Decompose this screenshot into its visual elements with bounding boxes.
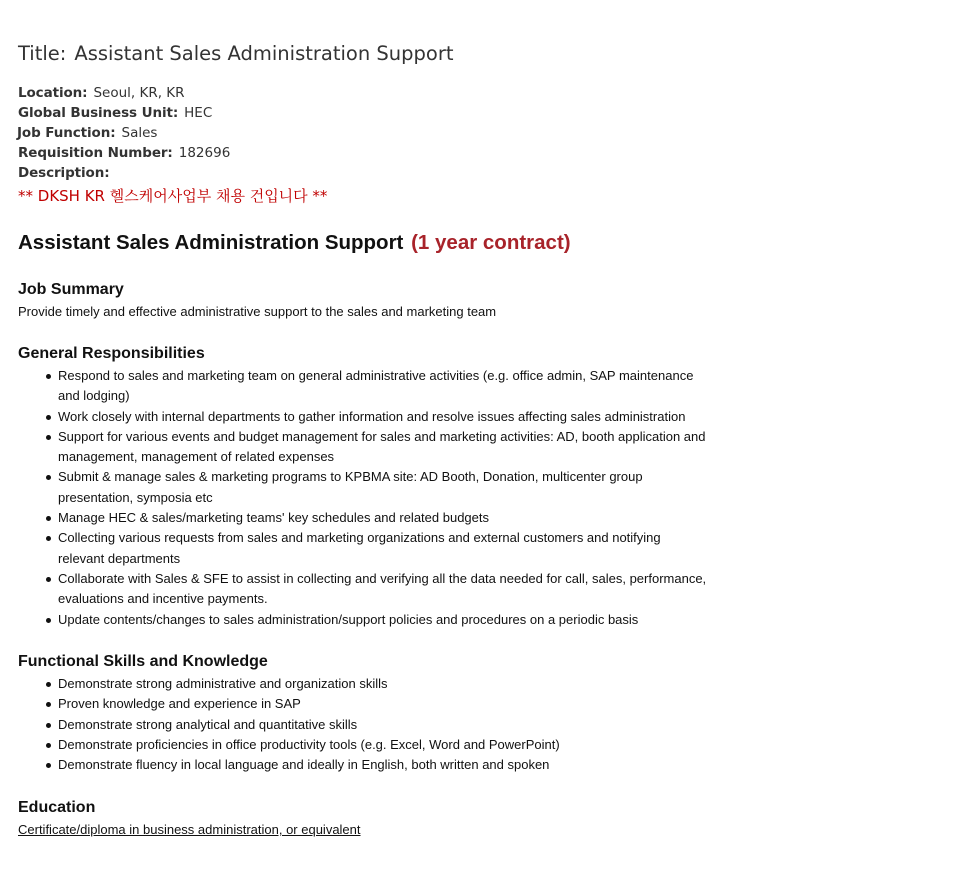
- section-title-summary: Job Summary: [18, 281, 124, 298]
- list-item: Manage HEC & sales/marketing teams' key schedules and related budgets: [18, 508, 708, 528]
- list-item: Work closely with internal departments to gather information and resolve issues affecting sales administration: [18, 407, 708, 427]
- responsibilities-list: [18, 366, 708, 630]
- meta-description: [18, 163, 110, 183]
- title-value: Assistant Sales Administration Support: [74, 42, 454, 65]
- heading-main: Assistant Sales Administration Support: [18, 231, 404, 254]
- section-title-education: Education: [18, 799, 96, 816]
- title-label: Title:: [18, 42, 67, 65]
- summary-text: Provide timely and effective administrative support to the sales and marketing team: [18, 304, 497, 319]
- description-heading: [18, 230, 571, 256]
- list-item: Update contents/changes to sales administration/support policies and procedures on a periodic basis: [18, 610, 708, 630]
- meta-key: Job Function:: [17, 125, 116, 141]
- meta-key: Location:: [18, 85, 88, 101]
- list-item: Proven knowledge and experience in SAP: [18, 694, 708, 714]
- education-text: Certificate/diploma in business administration, or equivalent: [18, 822, 361, 837]
- list-item: Submit & manage sales & marketing programs to KPBMA site: AD Booth, Donation, multicenter group presentation, symposia etc: [18, 467, 708, 508]
- skills-list: [18, 674, 708, 775]
- meta-key: Description:: [18, 165, 110, 181]
- meta-job-function: [17, 123, 157, 143]
- list-item: Demonstrate proficiencies in office productivity tools (e.g. Excel, Word and PowerPoint): [18, 735, 708, 755]
- section-title-responsibilities: General Responsibilities: [18, 345, 205, 362]
- list-item: Collecting various requests from sales and marketing organizations and external customers and notifying relevant departments: [18, 528, 708, 569]
- list-item: Respond to sales and marketing team on general administrative activities (e.g. office admin, SAP maintenance and lodging): [18, 366, 708, 407]
- meta-requisition-number: [18, 143, 230, 163]
- list-item: Demonstrate strong analytical and quantitative skills: [18, 715, 708, 735]
- heading-contract: (1 year contract): [411, 231, 571, 254]
- notice-text: ** DKSH KR 헬스케어사업부 채용 건입니다 **: [18, 187, 328, 205]
- list-item: Collaborate with Sales & SFE to assist in collecting and verifying all the data needed for call, sales, performance, evaluations and incentive payments.: [18, 569, 708, 610]
- list-item: Demonstrate strong administrative and organization skills: [18, 674, 708, 694]
- meta-location: [18, 83, 185, 103]
- meta-value: Seoul, KR, KR: [93, 85, 185, 101]
- meta-value: HEC: [184, 105, 213, 121]
- meta-value: 182696: [178, 145, 231, 161]
- list-item: Support for various events and budget management for sales and marketing activities: AD, booth application and management, management of related expenses: [18, 427, 708, 468]
- list-item: Demonstrate fluency in local language and ideally in English, both written and spoken: [18, 755, 708, 775]
- meta-business-unit: [18, 103, 212, 123]
- section-title-skills: Functional Skills and Knowledge: [18, 653, 268, 670]
- meta-value: Sales: [121, 125, 158, 141]
- meta-key: Requisition Number:: [18, 145, 173, 161]
- meta-key: Global Business Unit:: [18, 105, 179, 121]
- job-title-row: [18, 41, 453, 67]
